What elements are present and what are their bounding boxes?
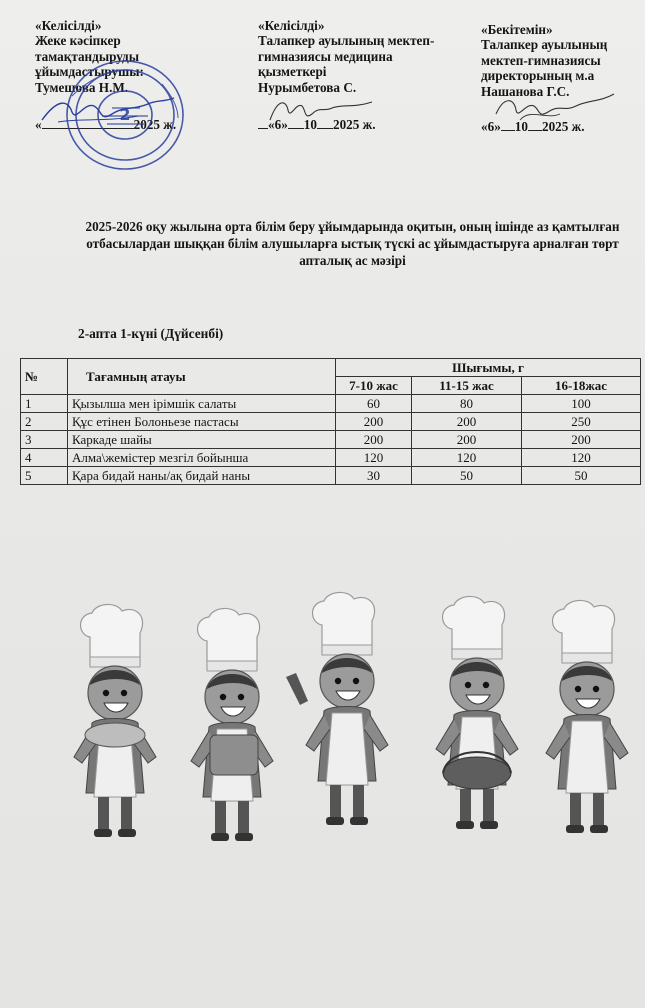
approval-line: «Келісілді» <box>258 18 325 33</box>
dish-name: Қызылша мен ірімшік салаты <box>68 395 336 413</box>
age-group-header: 16-18жас <box>522 377 641 395</box>
date-suffix: 2025 ж. <box>541 119 585 135</box>
week-day-label: 2-апта 1-күні (Дүйсенбі) <box>78 326 224 341</box>
signature-icon <box>38 92 178 132</box>
approval-line: Талапкер ауылының <box>481 37 608 53</box>
table-row <box>21 413 641 431</box>
approval-line: қызметкері <box>258 64 327 80</box>
date-month: 10 <box>514 119 528 135</box>
date-suffix: 2025 ж. <box>133 117 177 133</box>
yield-value: 30 <box>336 467 412 485</box>
yield-value: 80 <box>412 395 522 413</box>
row-number: 1 <box>21 395 68 413</box>
yield-value: 200 <box>336 413 412 431</box>
yield-value: 200 <box>336 431 412 449</box>
column-header-number: № <box>21 359 68 395</box>
yield-value: 120 <box>412 449 522 467</box>
yield-value: 100 <box>522 395 641 413</box>
approval-line: Нурымбетова С. <box>258 79 357 95</box>
approval-line: Нашанова Г.С. <box>481 83 570 99</box>
approval-line: «Келісілді» <box>35 18 102 33</box>
approval-line: «Бекітемін» <box>481 22 553 37</box>
column-header-yield: Шығымы, г <box>336 359 641 377</box>
yield-value: 120 <box>336 449 412 467</box>
dish-name: Каркаде шайы <box>68 431 336 449</box>
signature-icon <box>490 90 620 130</box>
date-day: «6» <box>481 119 501 135</box>
age-group-header: 7-10 жас <box>336 377 412 395</box>
row-number: 5 <box>21 467 68 485</box>
document-title: 2025-2026 оқу жылына орта білім беру ұйымдарында оқитын, оның ішінде аз қамтылған отбасылардан шыққан білім алушыларға ыстық түскі ас ұйымдастыруға арналған төрт апталық ас мәзірі <box>85 219 620 268</box>
approval-line: гимназиясы медицина <box>258 48 393 64</box>
date-suffix: 2025 ж. <box>332 117 376 133</box>
approval-line: Жеке кәсіпкер <box>35 33 121 49</box>
date-day: «6» <box>268 117 288 133</box>
table-row <box>21 395 641 413</box>
yield-value: 60 <box>336 395 412 413</box>
approval-line: директорының м.а <box>481 68 595 84</box>
table-row <box>21 467 641 485</box>
approval-line: мектеп-гимназиясы <box>481 52 601 68</box>
table-row <box>21 449 641 467</box>
signature-icon <box>262 94 382 128</box>
row-number: 3 <box>21 431 68 449</box>
svg-text:2: 2 <box>119 105 131 124</box>
yield-value: 50 <box>522 467 641 485</box>
approval-line: ұйымдастырушы: <box>35 64 144 80</box>
yield-value: 250 <box>522 413 641 431</box>
menu-table <box>20 358 641 485</box>
approval-line: Тумешова Н.М. <box>35 79 129 95</box>
yield-value: 200 <box>412 413 522 431</box>
dish-name: Қара бидай наны/ақ бидай наны <box>68 467 336 485</box>
dish-name: Алма\жемістер мезгіл бойынша <box>68 449 336 467</box>
yield-value: 120 <box>522 449 641 467</box>
chef-children-illustration <box>60 585 645 850</box>
age-group-header: 11-15 жас <box>412 377 522 395</box>
date-prefix: « <box>35 117 42 133</box>
approval-line: тамақтандыруды <box>35 48 140 64</box>
yield-value: 50 <box>412 467 522 485</box>
row-number: 2 <box>21 413 68 431</box>
approval-line: Талапкер ауылының мектеп- <box>258 33 435 49</box>
date-month: 10 <box>303 117 317 133</box>
yield-value: 200 <box>522 431 641 449</box>
column-header-dish: Тағамның атауы <box>68 359 336 395</box>
row-number: 4 <box>21 449 68 467</box>
table-row <box>21 431 641 449</box>
yield-value: 200 <box>412 431 522 449</box>
dish-name: Құс етінен Болоньезе пастасы <box>68 413 336 431</box>
